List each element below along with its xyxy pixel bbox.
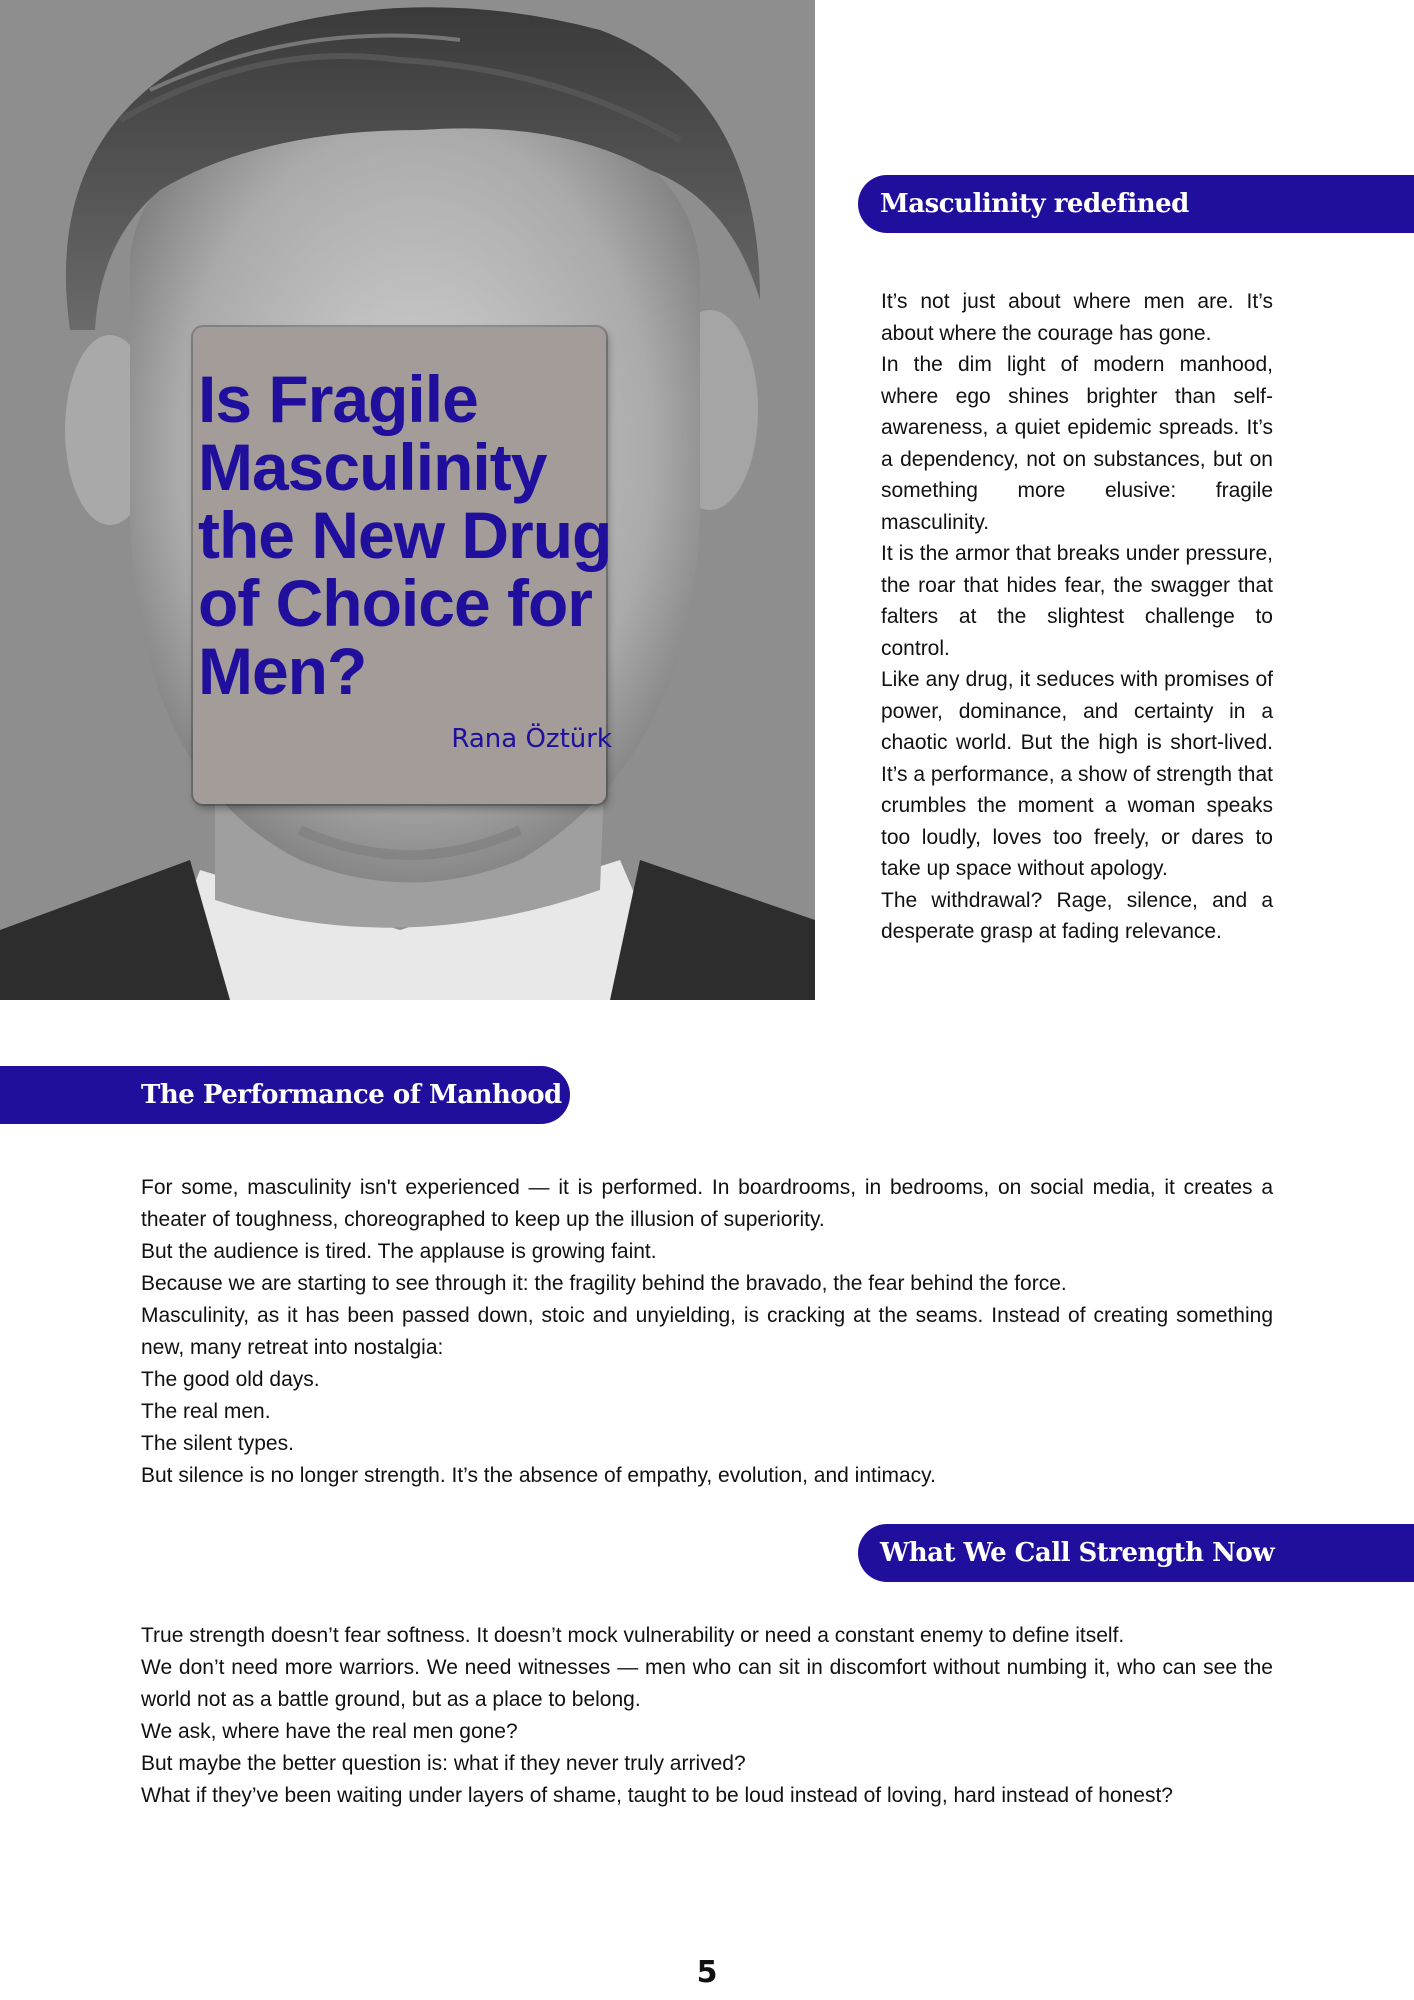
section-body-what-we-call-strength-now <box>141 1620 1273 1812</box>
paragraph: But the audience is tired. The applause is growing faint. <box>141 1240 657 1263</box>
paragraph: The real men. <box>141 1400 271 1423</box>
paragraph: It is the armor that breaks under pressure, the roar that hides fear, the swagger that falters at the slightest challenge to control. <box>881 542 1273 660</box>
paragraph: We don’t need more warriors. We need witnesses — men who can sit in discomfort without numbing it, who can see the world not as a battle ground, but as a place to belong. <box>141 1656 1273 1711</box>
paragraph: The silent types. <box>141 1432 294 1455</box>
paragraph: The withdrawal? Rage, silence, and a desperate grasp at fading relevance. <box>881 888 1273 943</box>
paragraph: The good old days. <box>141 1368 320 1391</box>
section-heading-performance-of-manhood: The Performance of Manhood <box>0 1066 570 1124</box>
paragraph: But silence is no longer strength. It’s the absence of empathy, evolution, and intimacy. <box>141 1464 936 1487</box>
section-body-masculinity-redefined <box>881 286 1273 948</box>
paragraph: Like any drug, it seduces with promises of power, dominance, and certainty in a chaotic world. But the high is short-lived. It’s a performance, a show of strength that crumbles the moment a woman speaks too loudly, loves too freely, or dares to take up space without apology. <box>881 668 1273 880</box>
article-title: Is Fragile Masculinity the New Drug of Choice for Men? <box>198 362 612 708</box>
paragraph: In the dim light of modern manhood, where ego shines brighter than self-awareness, a quiet epidemic spreads. It’s a dependency, not on substances, but on something more elusive: fragile masculinity. <box>881 353 1273 534</box>
paragraph: What if they’ve been waiting under layers of shame, taught to be loud instead of loving, hard instead of honest? <box>141 1784 1173 1807</box>
title-card <box>193 327 612 804</box>
paragraph: For some, masculinity isn't experienced — it is performed. In boardrooms, in bedrooms, on social media, it creates a theater of toughness, choreographed to keep up the illusion of superiority. <box>141 1176 1273 1231</box>
cover-photo <box>0 0 815 1000</box>
paragraph: True strength doesn’t fear softness. It doesn’t mock vulnerability or need a constant enemy to define itself. <box>141 1624 1125 1647</box>
paragraph: But maybe the better question is: what if they never truly arrived? <box>141 1752 746 1775</box>
paragraph: Because we are starting to see through it: the fragility behind the bravado, the fear behind the force. <box>141 1272 1067 1295</box>
page-number: 5 <box>696 1955 718 1990</box>
section-body-performance-of-manhood <box>141 1172 1273 1492</box>
author-name: Rana Öztürk <box>451 724 612 754</box>
paragraph: Masculinity, as it has been passed down, stoic and unyielding, is cracking at the seams. Instead of creating something new, many retreat into nostalgia: <box>141 1304 1273 1359</box>
section-heading-masculinity-redefined: Masculinity redefined <box>858 175 1414 233</box>
paragraph: We ask, where have the real men gone? <box>141 1720 518 1743</box>
section-heading-what-we-call-strength-now: What We Call Strength Now <box>858 1524 1414 1582</box>
paragraph: It’s not just about where men are. It’s about where the courage has gone. <box>881 290 1273 345</box>
